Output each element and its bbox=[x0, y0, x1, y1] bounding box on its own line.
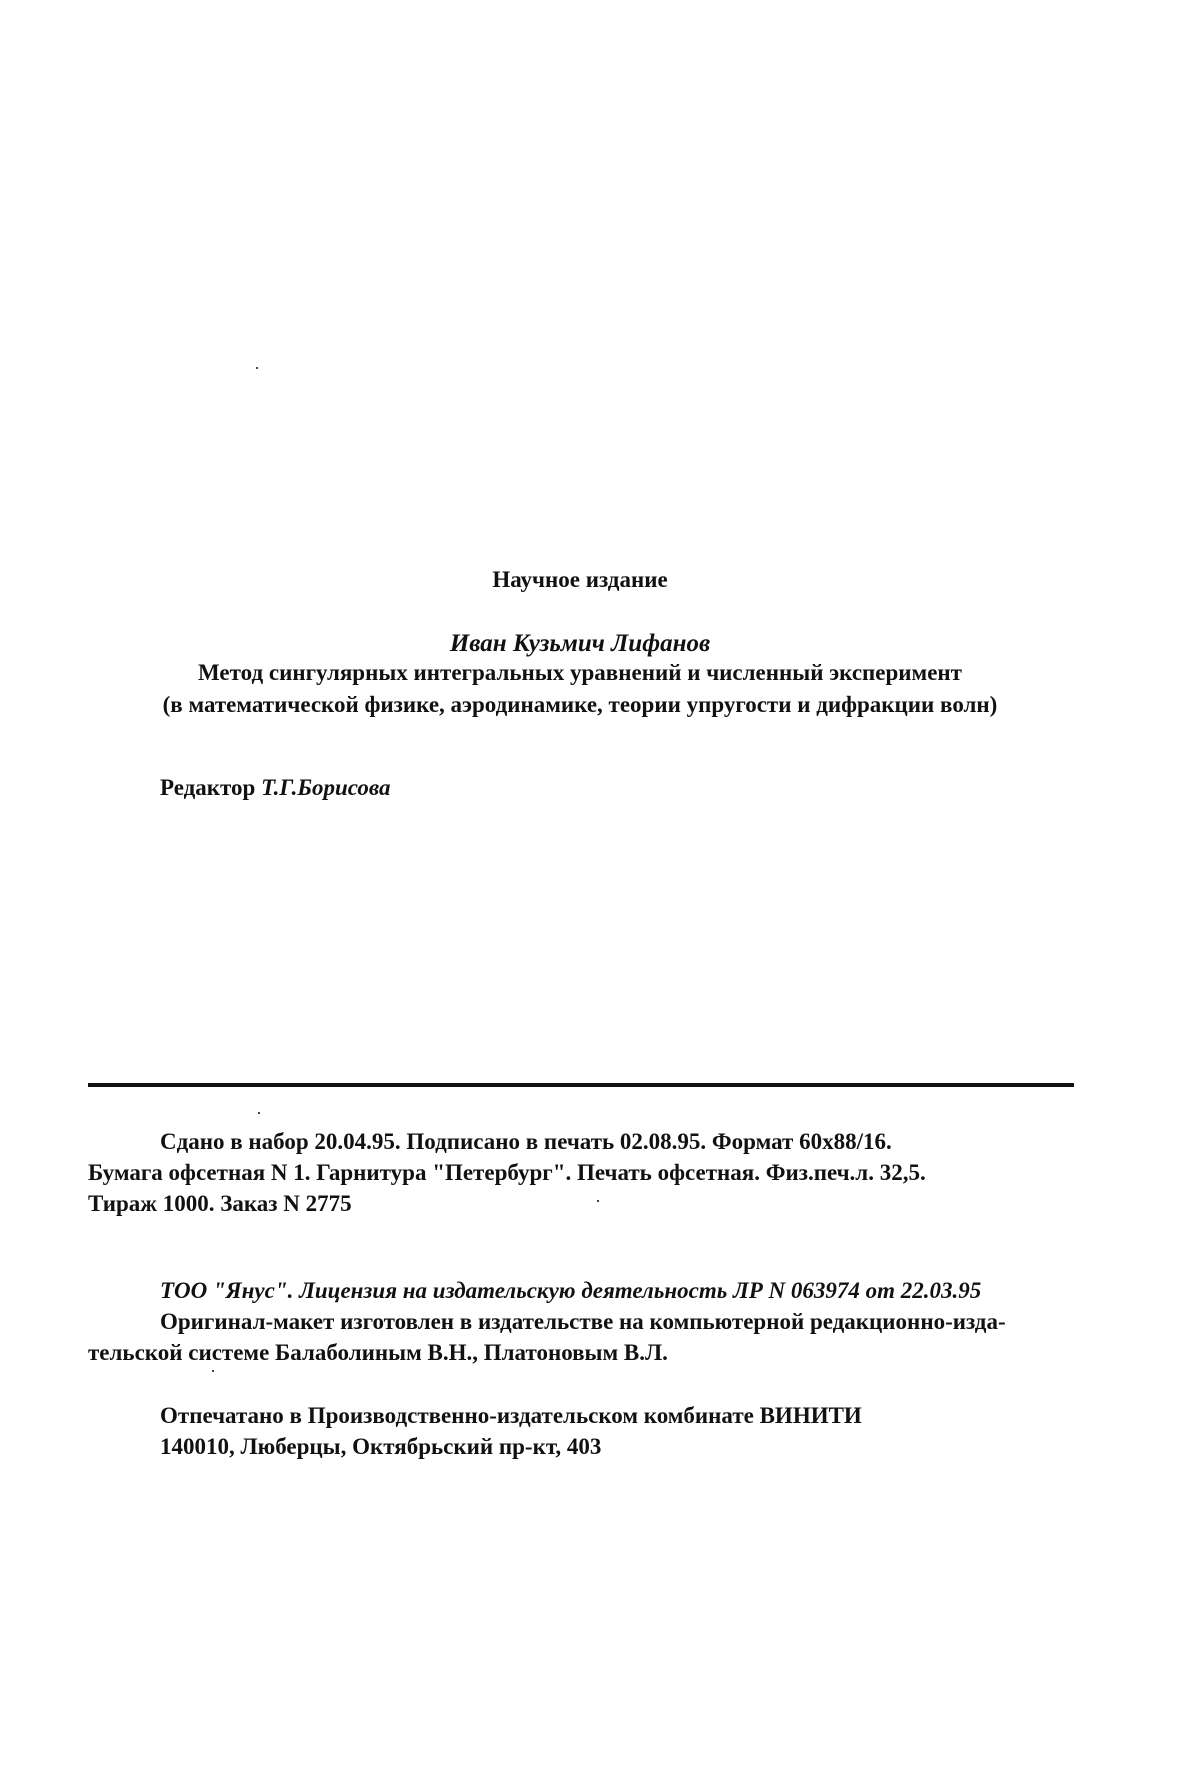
imprint-line-2: Бумага офсетная N 1. Гарнитура "Петербург". Печать офсетная. Физ.печ.л. 32,5. bbox=[88, 1160, 926, 1185]
scan-speck bbox=[212, 1370, 214, 1372]
publisher-license bbox=[88, 1275, 1074, 1368]
layout-credit-line-1: Оригинал-макет изготовлен в издательстве на компьютерной редакционно-изда- bbox=[160, 1309, 1006, 1334]
printer-address: 140010, Люберцы, Октябрьский пр-кт, 403 bbox=[160, 1434, 602, 1459]
printer-info bbox=[88, 1400, 1074, 1462]
scan-speck bbox=[256, 367, 258, 369]
layout-credit-line-2: тельской системе Балаболиным В.Н., Платоновым В.Л. bbox=[88, 1340, 668, 1365]
license-line-1: ТОО "Янус". Лицензия на издательскую деятельность ЛР N 063974 от 22.03.95 bbox=[160, 1278, 982, 1303]
book-title-line-2: (в математической физике, аэродинамике, теории упругости и дифракции волн) bbox=[162, 692, 998, 717]
imprint-line-3: Тираж 1000. Заказ N 2775 bbox=[88, 1191, 352, 1216]
scan-speck bbox=[597, 1200, 599, 1202]
imprint-line-1: Сдано в набор 20.04.95. Подписано в печать 02.08.95. Формат 60x88/16. bbox=[160, 1129, 892, 1154]
editor-name: Т.Г.Борисова bbox=[261, 775, 391, 800]
author-name: Иван Кузьмич Лифанов bbox=[449, 630, 711, 657]
editor-label: Редактор bbox=[160, 775, 256, 800]
imprint-details bbox=[88, 1126, 1074, 1219]
book-title-line-1: Метод сингулярных интегральных уравнений и численный эксперимент bbox=[198, 660, 962, 685]
separator-rule bbox=[88, 1083, 1074, 1087]
scan-speck bbox=[258, 1112, 260, 1114]
editor-credit bbox=[160, 775, 391, 801]
publication-type-heading: Научное издание bbox=[492, 567, 668, 592]
printer-line-1: Отпечатано в Производственно-издательском комбинате ВИНИТИ bbox=[160, 1403, 862, 1428]
